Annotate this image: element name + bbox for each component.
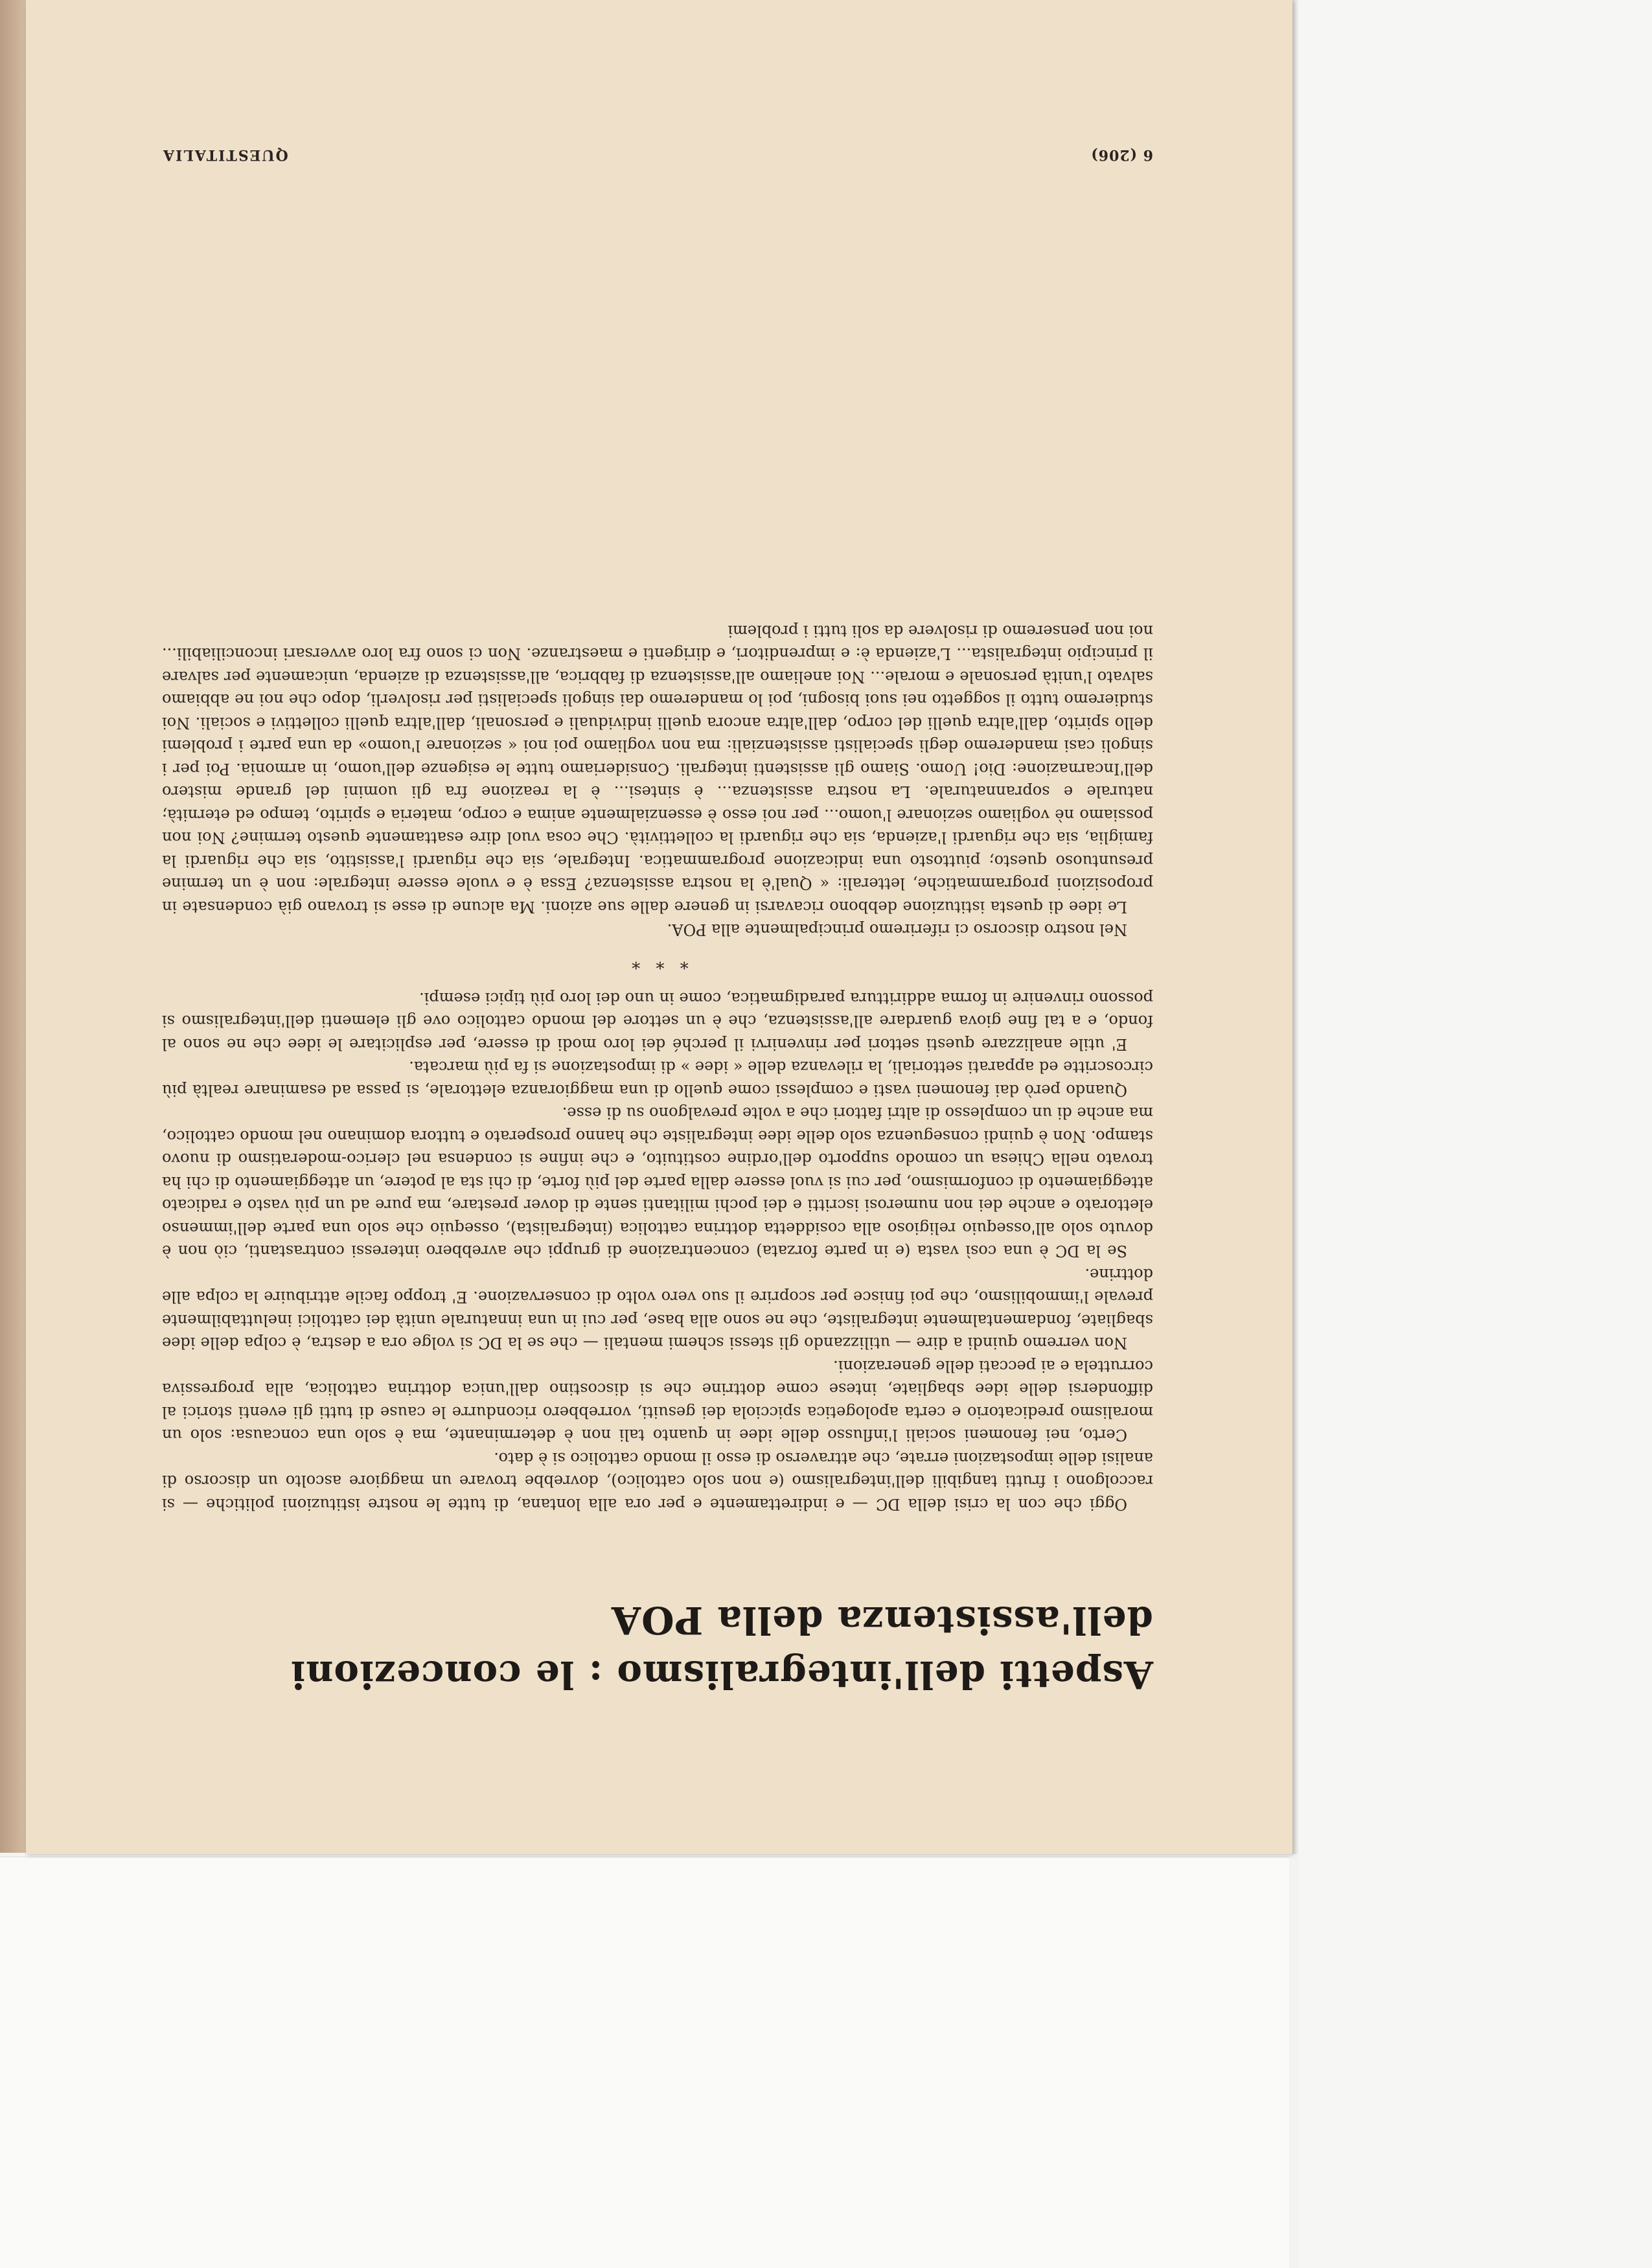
paragraph: Certo, nei fenomeni sociali l'influsso delle idee in quanto tali non è determinante, ma è solo una concausa: solo un moralismo predicatorio e certa apologetica spicciola dei gesuiti, vorrebbero ricondurre le cause di tutti gli eventi storici al diffondersi delle idee sbagliate, intese come dottrine che si discostino dall'unica dottrina cattolica, alla progressiva corruttela e ai peccati delle generazioni. [162,1357,1153,1445]
paper-edge-shadow [1292,0,1299,1854]
paragraph: Oggi che con la crisi della DC — e indirettamente e per ora alla lontana, di tutte le nostre istituzioni politiche — si raccolgono i frutti tangibili dell'integralismo (e non solo cattolico), dovrebbe trovare un maggiore ascolto un discorso di analisi delle impostazioni errate, che attraverso di esso il mondo cattolico si è dato. [162,1449,1153,1513]
page-footer [162,146,1153,163]
article-title: Aspetti dell'integralismo : le concezioni dell'assistenza della POA [290,1598,1153,1697]
paper-sheet [26,0,1292,1854]
journal-name: QUESTITALIA [162,146,288,163]
page-number: 6 (206) [1090,146,1153,163]
article-body [162,619,1153,1702]
paragraph: Se la DC è una così vasta (e in parte forzata) concentrazione di gruppi che avrebbero interessi contrastanti, ciò non è dovuto solo all'ossequio religioso alla cosiddetta dottrina cattolica (integralista), ossequio che solo una parte dell'immenso elettorato e anche dei non numerosi iscritti e dei pochi militanti sente di dover prestare, ma pure ad un più vasto e radicato atteggiamento di conformismo, per cui si vuol essere dalla parte del più forte, di chi sta al potere, un atteggiamento di chi ha trovato nella Chiesa un comodo supporto dell'ordine costituito, e che infine si condensa nel clerico-moderatismo di nuovo stampo. Non è quindi conseguenza solo delle idee integraliste che hanno prosperato e tuttora dominano nel mondo cattolico, ma anche di un complesso di altri fattori che a volte prevalgono su di esse. [162,1104,1153,1261]
paragraph: Quando però dai fenomeni vasti e complessi come quello di una maggioranza elettorale, si passa ad esaminare realtà più circoscritte ed apparati settoriali, la rilevanza delle « idee » di impostazione si fa più marcata. [162,1058,1153,1099]
paragraph: Le idee di questa istituzione debbono ricavarsi in genere dalle sue azioni. Ma alcune di esse si trovano già condensate in proposizioni programmatiche, letterali: « Qual'è la nostra assistenza? Essa è e vuole essere integrale: non è un termine presuntuoso questo; piuttosto una indicazione programmatica. Integrale, sia che riguardi l'assistito, sia che riguardi la famiglia, sia che riguardi l'azienda, sia che riguardi la collettività. Che cosa vuol dire esattamente questo termine? Noi non possiamo nè vogliamo sezionare l'uomo... per noi esso è essenzialmente anima e corpo, materia e spirito, tempo ed eternità; naturale e soprannaturale. La nostra assistenza... è sintesi... è la reazione fra gli uomini del grande mistero dell'Incarnazione: Dio! Uomo. Siamo gli assistenti integrali. Consideriamo tutte le esigenze dell'uomo, in armonia. Poi per i singoli casi manderemo degli specialisti assistenziali: ma non vogliamo poi noi « sezionare l'uomo» da una parte i problemi dello spirito, dall'altra quelli del corpo, dall'altra ancora quelli individuali e personali, dall'altra quelli collettivi e sociali. Noi studieremo tutto il soggetto nei suoi bisogni, poi lo manderemo dai singoli specialisti per risolverli, dopo che noi ne abbiamo salvato l'unità personale e morale... Noi aneliamo all'assistenza di fabbrica, all'assistenza di azienda, unicamente per salvare il principio integralista... L'azienda è: e imprenditori, e dirigenti e maestranze. Non ci sono fra loro avversari inconciliabili... noi non penseremo di risolvere da soli tutti i problemi [162,622,1153,916]
background-sheet-bottom [0,1857,1289,2268]
rotated-page [26,0,1292,1854]
background-sheet-right [1299,0,1652,2268]
paragraph: E' utile analizzare questi settori per rinvenirvi il perché dei loro modi di essere, per esplicitare le idee che ne sono al fondo, e a tal fine giova guardare all'assistenza, che è un settore del mondo cattolico ove gli elementi dell'integralismo si possono rinvenire in forma addirittura paradigmatica, come in uno dei loro più tipici esempi. [162,989,1153,1053]
paragraph: Non verremo quindi a dire — utilizzando gli stessi schemi mentali — che se la DC si volge ora a destra, è colpa delle idee sbagliate, fondamentalmente integraliste, che ne sono alla base, per cui in una innaturale unità dei cattolici ineluttabilmente prevale l'immobilismo, che poi finisce per scoprire il suo vero volto di conservazione. E' troppo facile attribuire la colpa alle dottrine. [162,1265,1153,1353]
paragraph: Nel nostro discorso ci riferiremo principalmente alla POA. [667,921,1127,939]
section-separator: * * * [626,952,689,972]
